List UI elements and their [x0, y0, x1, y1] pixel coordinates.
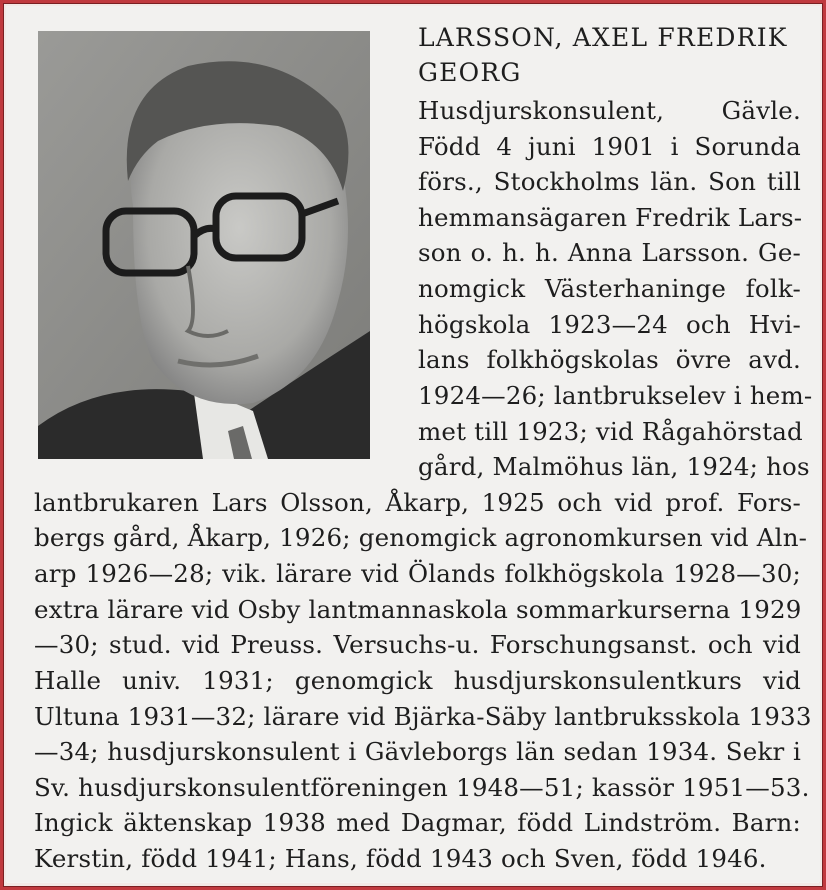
text-line: bergs gård, Åkarp, 1926; genomgick agronomkursen vid Aln- [34, 523, 808, 552]
text-line: —34; husdjurskonsulent i Gävleborgs län sedan 1934. Sekr i [34, 737, 801, 766]
portrait-photo [38, 31, 370, 459]
text-line: 1924—26; lantbrukselev i hem- [418, 381, 813, 410]
text-line: Halle univ. 1931; genomgick husdjurskonsulentkurs vid [34, 666, 801, 695]
text-line: lans folkhögskolas övre avd. [418, 345, 801, 374]
text-line: hemmansägaren Fredrik Lars- [418, 203, 803, 232]
text-line: gård, Malmöhus län, 1924; hos [418, 452, 810, 481]
text-line: förs., Stockholms län. Son till [418, 167, 801, 196]
text-line: Ingick äktenskap 1938 med Dagmar, född Lindström. Barn: [34, 808, 801, 837]
entry-heading [418, 20, 808, 90]
scanned-page [6, 6, 820, 882]
text-line: Kerstin, född 1941; Hans, född 1943 och Sven, född 1946. [34, 844, 767, 873]
text-line: met till 1923; vid Rågahörstad [418, 417, 803, 446]
text-line: Sv. husdjurskonsulentföreningen 1948—51; kassör 1951—53. [34, 773, 810, 802]
text-line: arp 1926—28; vik. lärare vid Ölands folkhögskola 1928—30; [34, 559, 801, 588]
text-line: Född 4 juni 1901 i Sorunda [418, 132, 801, 161]
text-line: lantbrukaren Lars Olsson, Åkarp, 1925 och vid prof. Fors- [34, 488, 801, 517]
text-line: son o. h. h. Anna Larsson. Ge- [418, 238, 801, 267]
entry-name-line2: GEORG [418, 58, 522, 87]
text-line: Husdjurskonsulent, Gävle. [418, 96, 801, 125]
text-line: nomgick Västerhaninge folk- [418, 274, 801, 303]
text-line: extra lärare vid Osby lantmannaskola sommarkurserna 1929 [34, 595, 802, 624]
text-line: högskola 1923—24 och Hvi- [418, 310, 801, 339]
text-line: Ultuna 1931—32; lärare vid Bjärka-Säby lantbruksskola 1933 [34, 702, 812, 731]
text-line: —30; stud. vid Preuss. Versuchs-u. Forschungsanst. och vid [34, 630, 801, 659]
entry-name-line1: LARSSON, AXEL FREDRIK [418, 23, 788, 52]
